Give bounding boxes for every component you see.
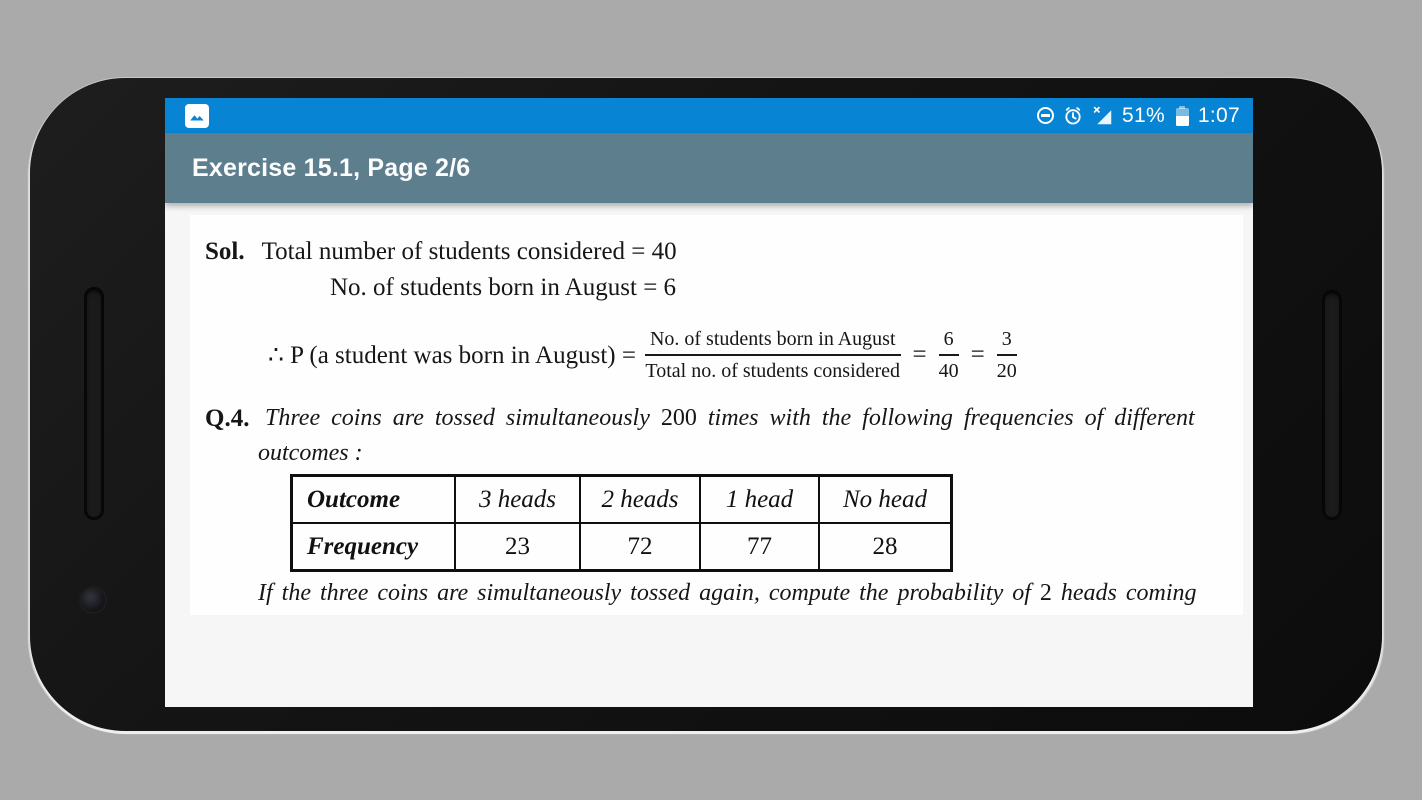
solution-line-1 xyxy=(205,235,677,268)
footer-part-2: heads coming xyxy=(1060,580,1197,606)
battery-body xyxy=(1176,108,1189,126)
footer-number: 2 xyxy=(1039,580,1052,606)
table-cell-freq-77: 77 xyxy=(700,523,819,571)
image-icon xyxy=(188,107,206,125)
question-4-text-line-2: outcomes : xyxy=(258,440,363,466)
table-cell-freq-23: 23 xyxy=(455,523,580,571)
equals-sign-1: = xyxy=(912,341,927,368)
table-cell-3-heads: 3 heads xyxy=(455,476,580,524)
table-cell-frequency-label: Frequency xyxy=(292,523,456,571)
table-header-row xyxy=(292,476,952,524)
table-frequency-row xyxy=(292,523,952,571)
table-cell-freq-28: 28 xyxy=(819,523,952,571)
fraction-numerator: 3 xyxy=(997,326,1017,356)
probability-formula xyxy=(268,318,1017,392)
do-not-disturb-icon xyxy=(1037,107,1054,124)
fraction-denominator: Total no. of students considered xyxy=(645,360,901,382)
solution-line-2: No. of students born in August = 6 xyxy=(330,274,677,301)
fraction-numerator: No. of students born in August xyxy=(645,326,901,356)
fraction-denominator: 40 xyxy=(938,360,959,382)
table-cell-freq-72: 72 xyxy=(580,523,700,571)
fraction-6-40 xyxy=(939,326,959,384)
fraction-words xyxy=(645,326,901,384)
question-4-text-line-1 xyxy=(265,402,1195,435)
phone-screen xyxy=(165,98,1253,707)
table-cell-1-head: 1 head xyxy=(700,476,819,524)
fraction-numerator: 6 xyxy=(939,326,959,356)
footer-part-1: If the three coins are simultaneously tossed again, compute the probability of xyxy=(258,580,1031,606)
table-cell-2-heads: 2 heads xyxy=(580,476,700,524)
status-bar xyxy=(165,98,1253,133)
question-4-continuation xyxy=(258,577,1197,610)
toolbar[interactable] xyxy=(165,133,1253,203)
question-4-part-1: Three coins are tossed simultaneously xyxy=(265,405,650,431)
formula-lhs: ∴ P (a student was born in August) = xyxy=(268,342,636,369)
page-title: Exercise 15.1, Page 2/6 xyxy=(192,153,471,182)
battery-percent-text: 51% xyxy=(1121,103,1165,127)
table-cell-outcome-label: Outcome xyxy=(292,476,456,524)
left-speaker-grille-icon xyxy=(84,287,104,520)
solution-line-1-text: Total number of students considered = 40 xyxy=(261,238,677,265)
alarm-clock-icon xyxy=(1063,106,1083,126)
battery-fill xyxy=(1176,116,1189,126)
solution-label: Sol. xyxy=(205,238,245,265)
status-bar-right xyxy=(1037,104,1253,128)
frequency-table xyxy=(290,474,953,572)
question-4-number: 200 xyxy=(660,405,697,431)
fraction-3-20 xyxy=(997,326,1017,384)
cellular-no-signal-icon xyxy=(1092,105,1113,126)
clock-text: 1:07 xyxy=(1197,103,1240,127)
equals-sign-2: = xyxy=(970,341,985,368)
phone-frame xyxy=(30,78,1382,731)
question-4-label: Q.4. xyxy=(205,405,250,432)
fraction-denominator: 20 xyxy=(996,360,1017,382)
right-speaker-grille-icon xyxy=(1322,290,1342,520)
document-viewer[interactable] xyxy=(165,203,1253,707)
question-4-part-2: times with the following frequencies of different xyxy=(707,405,1195,431)
gallery-notification-icon[interactable] xyxy=(185,104,209,128)
front-camera-icon xyxy=(81,588,105,612)
status-bar-left xyxy=(165,104,209,128)
table-cell-no-head: No head xyxy=(819,476,952,524)
battery-icon xyxy=(1176,106,1189,126)
